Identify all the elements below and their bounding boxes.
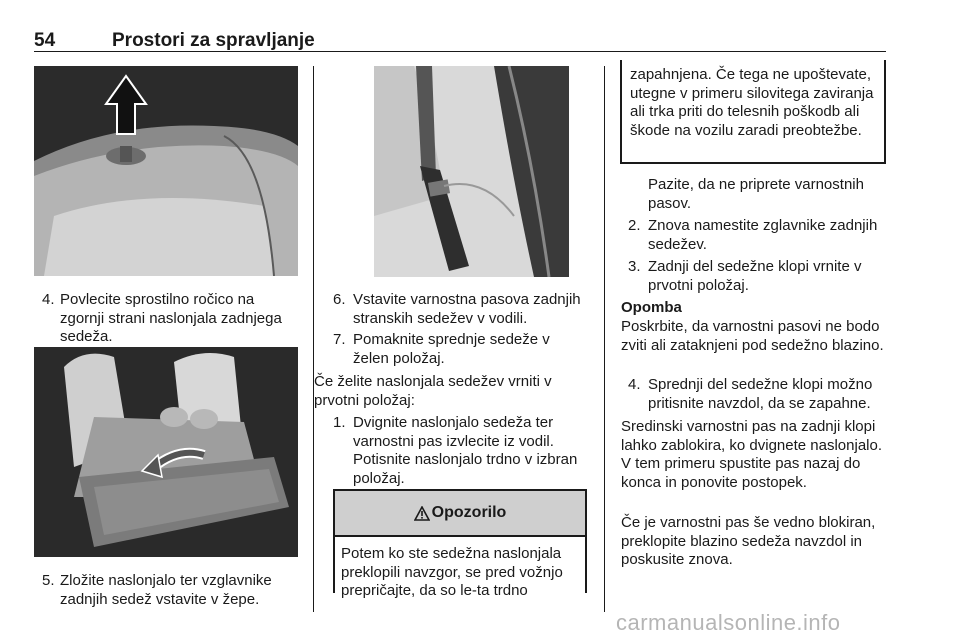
step-number: 7.	[333, 331, 346, 348]
column-divider-right	[604, 66, 605, 612]
illustration-seat-belt-guide	[374, 66, 569, 277]
warning-triangle-icon	[414, 506, 430, 521]
step-text: Znova namestite zglavnike zadnjih sedežev.	[648, 217, 878, 253]
page-number: 54	[34, 30, 56, 51]
step-number: 1.	[333, 414, 346, 431]
step-text: Sprednji del sedežne klopi možno pritisnite navzdol, da se zapahne.	[648, 376, 873, 412]
step-text: Povlecite sprostilno ročico na zgornji strani naslonjala zadnjega sedeža.	[60, 291, 282, 345]
step-1	[333, 414, 589, 488]
step-7	[333, 331, 587, 368]
step-2	[628, 217, 888, 254]
instruction-intro: Če želite naslonjala sedežev vrniti v prvotni položaj:	[314, 373, 552, 409]
illustration-folded-seats	[34, 347, 298, 557]
step-number: 5.	[42, 572, 55, 589]
step-4-right	[628, 376, 890, 413]
warning-title: Opozorilo	[431, 504, 507, 521]
step-1-continued: Pazite, da ne priprete varnostnih pasov.	[648, 176, 864, 212]
step-number: 3.	[628, 258, 641, 275]
step-6	[333, 291, 587, 328]
note-text: Poskrbite, da varnostni pasovi ne bodo zviti ali zataknjeni pod sedežno blazino.	[621, 318, 884, 354]
step-text: Dvignite naslonjalo sedeža ter varnostni pas izvlecite iz vodil. Potisnite naslonjalo trdno v izbran položaj.	[353, 414, 578, 487]
warning-box-continued: zapahnjena. Če tega ne upoštevate, utegne v primeru silovitega zaviranja ali trka priti do telesnih poškodb ali škode na vozilu zaradi preobtežbe.	[620, 60, 886, 164]
step-text: Zložite naslonjalo ter vzglavnike zadnjih sedež vstavite v žepe.	[60, 572, 272, 608]
note-title: Opomba	[621, 299, 682, 316]
illustration-seat-release-lever	[34, 66, 298, 276]
step-3	[628, 258, 888, 295]
warning-header	[335, 491, 585, 537]
step-number: 6.	[333, 291, 346, 308]
step-5	[42, 572, 300, 609]
step-text: Pomaknite sprednje sedeže v želen položaj.	[353, 331, 550, 367]
watermark: carmanualsonline.info	[616, 610, 841, 635]
step-text: Vstavite varnostna pasova zadnjih stranskih sedežev v vodili.	[353, 291, 581, 327]
step-4	[42, 291, 300, 347]
paragraph-middle-belt: Sredinski varnostni pas na zadnji klopi lahko zablokira, ko dvignete naslonjalo. V tem primeru spustite pas nazaj do konca in ponovite postopek.	[621, 418, 882, 491]
step-number: 4.	[42, 291, 55, 308]
warning-text: Potem ko ste sedežna naslonjala preklopili navzgor, se pred vožnjo prepričajte, da so le-ta trdno	[341, 545, 563, 599]
paragraph-belt-blocked: Če je varnostni pas še vedno blokiran, preklopite blazino sedeža navzdol in poskusite znova.	[621, 514, 876, 568]
warning-box	[333, 489, 587, 599]
step-text: Zadnji del sedežne klopi vrnite v prvotni položaj.	[648, 258, 862, 294]
step-number: 2.	[628, 217, 641, 234]
page-title: Prostori za spravljanje	[112, 30, 315, 51]
header-rule	[34, 51, 886, 52]
step-number: 4.	[628, 376, 641, 393]
column-divider-left	[313, 66, 314, 612]
